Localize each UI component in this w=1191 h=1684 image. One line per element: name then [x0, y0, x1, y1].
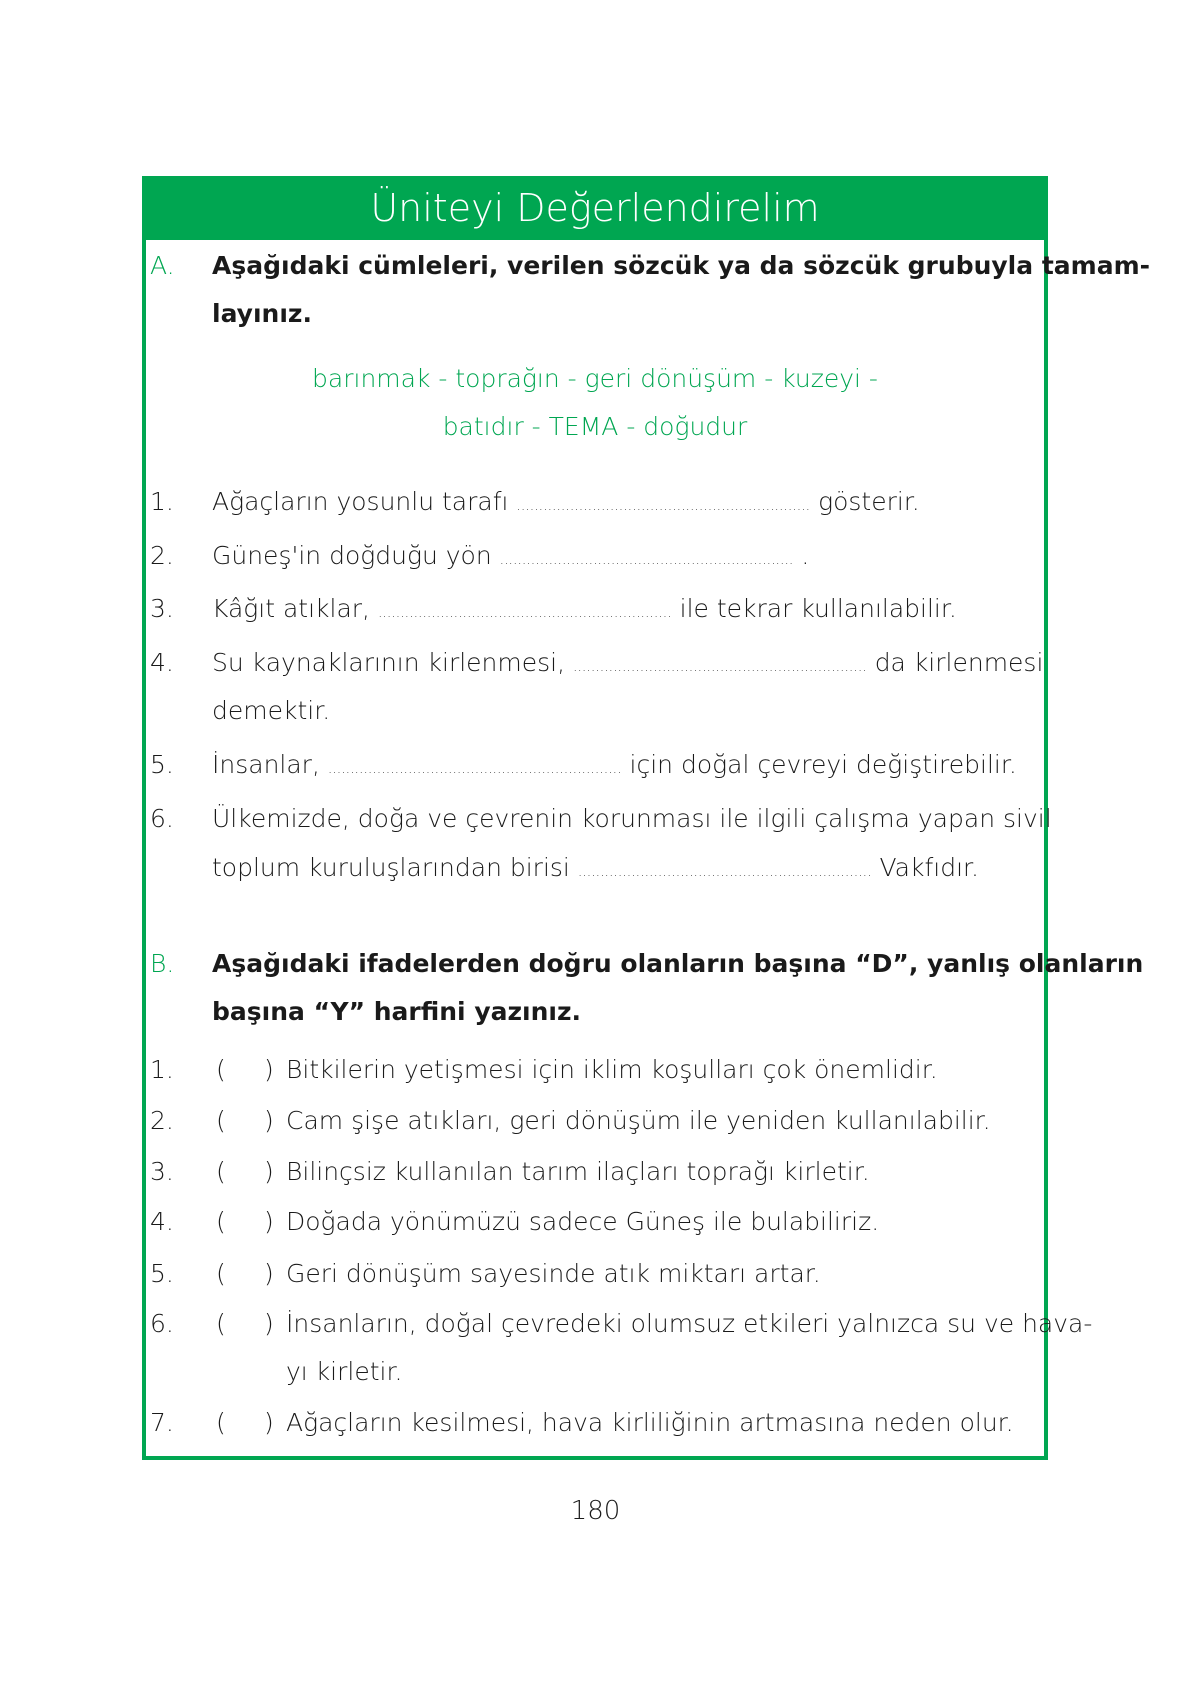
page-title: Üniteyi Değerlendirelim [142, 176, 1048, 240]
word-bank-line: barınmak - toprağın - geri dönüşüm - kuzeyi - [312, 364, 878, 393]
item-text: Ülkemizde, doğa ve çevrenin korunması ile ilgili çalışma yapan sivil [212, 804, 1052, 833]
section-b-instruction: Aşağıdaki ifadelerden doğru olanların başına “D”, yanlış olanların [212, 949, 1144, 978]
statement-text-cont: yı kirletir. [286, 1357, 403, 1386]
item-number: 1. [150, 487, 174, 516]
item-text [212, 646, 1044, 680]
item-text [212, 539, 809, 573]
text-before: toplum kuruluşlarından birisi [212, 853, 570, 882]
item-number: 1. [150, 1055, 174, 1084]
item-text [212, 592, 957, 626]
item-number: 6. [150, 804, 174, 833]
item-text-cont [212, 851, 979, 885]
blank-field[interactable]: .................................................................. [577, 864, 872, 880]
answer-paren-close: ) [264, 1309, 274, 1338]
text-after: gösterir. [818, 487, 920, 516]
section-a-instruction: Aşağıdaki cümleleri, verilen sözcük ya da sözcük grubuyla tamam- [212, 251, 1150, 280]
text-after: . [801, 541, 810, 570]
answer-paren-open[interactable]: ( [216, 1309, 226, 1338]
statement-text: Bilinçsiz kullanılan tarım ilaçları toprağı kirletir. [286, 1157, 870, 1186]
text-before: İnsanlar, [212, 750, 320, 779]
statement-text: Bitkilerin yetişmesi için iklim koşulları çok önemlidir. [286, 1055, 938, 1084]
answer-paren-close: ) [264, 1055, 274, 1084]
text-after: Vakfıdır. [879, 853, 979, 882]
answer-paren-open[interactable]: ( [216, 1055, 226, 1084]
answer-paren-open[interactable]: ( [216, 1207, 226, 1236]
text-before: Güneş'in doğduğu yön [212, 541, 492, 570]
item-number: 2. [150, 1106, 174, 1135]
blank-field[interactable]: .................................................................. [516, 498, 811, 514]
answer-paren-close: ) [264, 1207, 274, 1236]
statement-text: İnsanların, doğal çevredeki olumsuz etkileri yalnızca su ve hava- [286, 1309, 1093, 1338]
text-before: Su kaynaklarının kirlenmesi, [212, 648, 566, 677]
item-text [212, 485, 920, 519]
item-number: 3. [150, 1157, 174, 1186]
text-after: ile tekrar kullanılabilir. [679, 594, 957, 623]
blank-field[interactable]: .................................................................. [573, 659, 867, 675]
answer-paren-close: ) [264, 1157, 274, 1186]
statement-text: Geri dönüşüm sayesinde atık miktarı artar. [286, 1259, 821, 1288]
section-a-instruction-cont: layınız. [212, 299, 312, 328]
blank-field[interactable]: .................................................................. [327, 761, 622, 777]
page-number: 180 [570, 1496, 621, 1526]
answer-paren-close: ) [264, 1408, 274, 1437]
answer-paren-open[interactable]: ( [216, 1259, 226, 1288]
item-number: 7. [150, 1408, 174, 1437]
section-a-letter: A. [150, 251, 175, 280]
section-b-letter: B. [150, 949, 175, 978]
text-after: için doğal çevreyi değiştirebilir. [629, 750, 1017, 779]
answer-paren-close: ) [264, 1106, 274, 1135]
item-text [212, 748, 1017, 782]
text-before: Ağaçların yosunlu tarafı [212, 487, 509, 516]
statement-text: Ağaçların kesilmesi, hava kirliliğinin artmasına neden olur. [286, 1408, 1014, 1437]
item-number: 6. [150, 1309, 174, 1338]
item-number: 4. [150, 1207, 174, 1236]
item-number: 3. [150, 594, 174, 623]
item-text-cont: demektir. [212, 696, 331, 725]
answer-paren-close: ) [264, 1259, 274, 1288]
item-number: 5. [150, 750, 174, 779]
word-bank-line: batıdır - TEMA - doğudur [442, 412, 748, 441]
blank-field[interactable]: .................................................................. [377, 605, 672, 621]
blank-field[interactable]: .................................................................. [499, 552, 794, 568]
section-b-instruction-cont: başına “Y” harfini yazınız. [212, 997, 582, 1026]
answer-paren-open[interactable]: ( [216, 1408, 226, 1437]
answer-paren-open[interactable]: ( [216, 1106, 226, 1135]
item-number: 2. [150, 541, 174, 570]
statement-text: Doğada yönümüzü sadece Güneş ile bulabiliriz. [286, 1207, 880, 1236]
text-after: da kirlenmesi [874, 648, 1044, 677]
statement-text: Cam şişe atıkları, geri dönüşüm ile yeniden kullanılabilir. [286, 1106, 991, 1135]
item-number: 4. [150, 648, 174, 677]
text-before: Kâğıt atıklar, [212, 594, 371, 623]
answer-paren-open[interactable]: ( [216, 1157, 226, 1186]
item-number: 5. [150, 1259, 174, 1288]
